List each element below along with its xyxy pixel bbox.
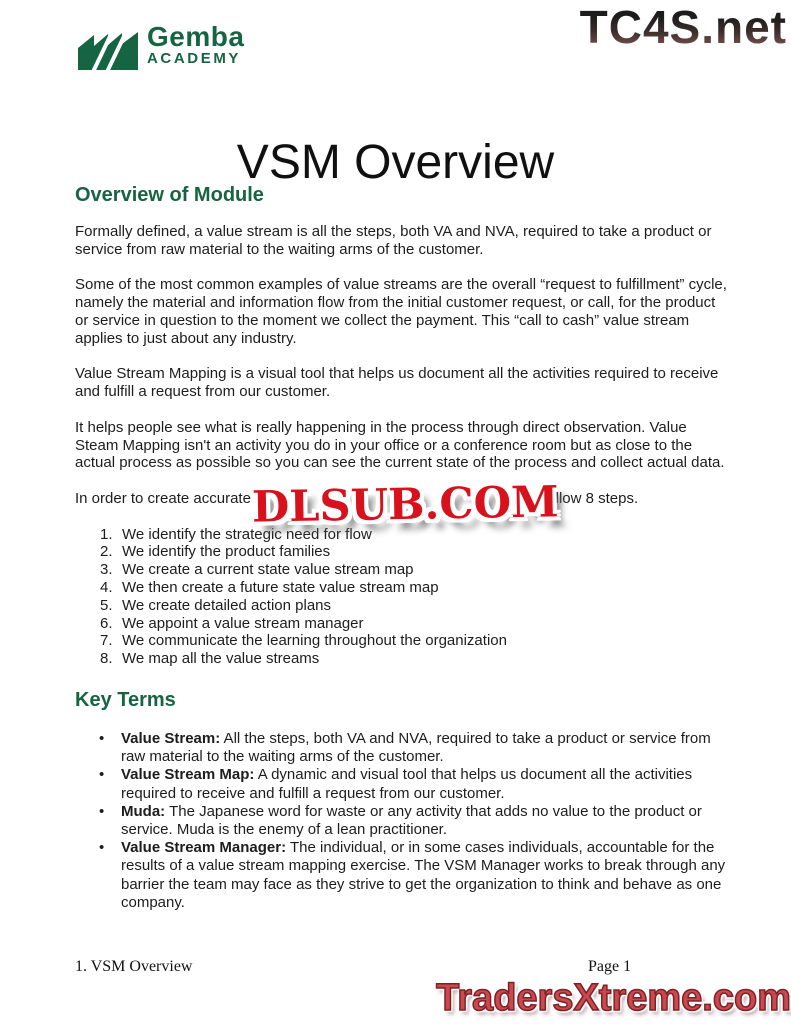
term-definition: The individual, or in some cases individuals, accountable for the results of a value stream mapping exercise. The VSM Manager works to break through any barrier the team may face as they strive to get the organization to think and behave as one company. — [121, 839, 726, 911]
step-number: 4. — [100, 578, 113, 596]
step-number: 1. — [100, 525, 113, 543]
footer-page-number: Page 1 — [588, 958, 632, 975]
step-text: We communicate the learning throughout the organization — [122, 632, 507, 650]
page-title: VSM Overview — [236, 136, 555, 190]
step-item — [75, 561, 727, 579]
paragraph-5-left-fragment: In order to create accurate a — [75, 489, 264, 507]
step-item — [75, 632, 727, 650]
logo-text — [147, 21, 245, 67]
step-item — [75, 543, 727, 561]
factory-icon — [74, 24, 142, 72]
paragraph-5-right-fragment: y follow 8 steps. — [531, 489, 639, 507]
term-label: Value Stream: — [121, 729, 221, 747]
paragraph-3: Value Stream Mapping is a visual tool that helps us document all the activities required to receive and fulfill a request from our customer. — [75, 365, 719, 401]
document-body — [75, 184, 727, 912]
term-item — [75, 803, 727, 839]
key-terms-list — [75, 730, 727, 912]
step-item — [75, 579, 727, 597]
vsm-steps-list — [75, 526, 727, 668]
term-item — [75, 839, 727, 912]
step-item — [75, 597, 727, 615]
step-text: We identify the product families — [122, 543, 331, 561]
term-definition: All the steps, both VA and NVA, required to take a product or service from raw material to the waiting arms of the customer. — [121, 729, 711, 766]
term-definition: The Japanese word for waste or any activity that adds no value to the product or service. Muda is the enemy of a lean practitioner. — [121, 802, 702, 838]
step-number: 6. — [100, 614, 113, 632]
step-item — [75, 650, 727, 668]
term-label: Muda: — [121, 802, 166, 820]
step-text: We create detailed action plans — [122, 596, 332, 614]
brand-name: Gemba — [147, 21, 245, 52]
step-number: 7. — [100, 632, 113, 650]
step-text: We appoint a value stream manager — [122, 614, 364, 632]
paragraph-4: It helps people see what is really happening in the process through direct observation. Value Steam Mapping isn't an activity you do in your office or a conference room but as close to the actual process as possible so you can see the current state of the process and collect actual data. — [75, 418, 725, 472]
paragraph-1: Formally defined, a value stream is all the steps, both VA and NVA, required to take a product or service from raw material to the waiting arms of the customer. — [75, 223, 712, 258]
step-text: We map all the value streams — [122, 650, 320, 668]
watermark-dlsub: DLSUB.COM — [251, 477, 560, 533]
step-number: 2. — [100, 543, 113, 561]
step-number: 8. — [100, 650, 113, 668]
term-definition: A dynamic and visual tool that helps us document all the activities required to receive and fulfill a request from our customer. — [121, 766, 693, 802]
term-label: Value Stream Manager: — [121, 839, 287, 857]
step-text: We then create a future state value stream map — [122, 578, 439, 596]
section-heading-overview: Overview of Module — [75, 184, 264, 206]
step-text: We create a current state value stream map — [122, 561, 414, 579]
term-label: Value Stream Map: — [121, 766, 255, 784]
paragraph-2: Some of the most common examples of value streams are the overall “request to fulfillment” cycle, namely the material and information flow from the initial customer request, or call, for the product or service in question to the moment we collect the payment. This “call to cash” value stream applies to just about any industry. — [75, 276, 727, 347]
step-number: 5. — [100, 596, 113, 614]
term-item — [75, 766, 727, 802]
brand-subtitle: ACADEMY — [147, 50, 242, 67]
watermark-tc4s: TC4S.net — [579, 1, 787, 53]
step-number: 3. — [100, 561, 113, 579]
step-text: We identify the strategic need for flow — [122, 525, 372, 543]
term-item — [75, 730, 727, 766]
footer-document-name: 1. VSM Overview — [75, 958, 193, 975]
watermark-tradersxtreme: TradersXtreme.com — [436, 977, 791, 1019]
section-heading-key-terms: Key Terms — [75, 688, 176, 711]
gemba-academy-logo — [74, 21, 245, 72]
step-item — [75, 615, 727, 633]
